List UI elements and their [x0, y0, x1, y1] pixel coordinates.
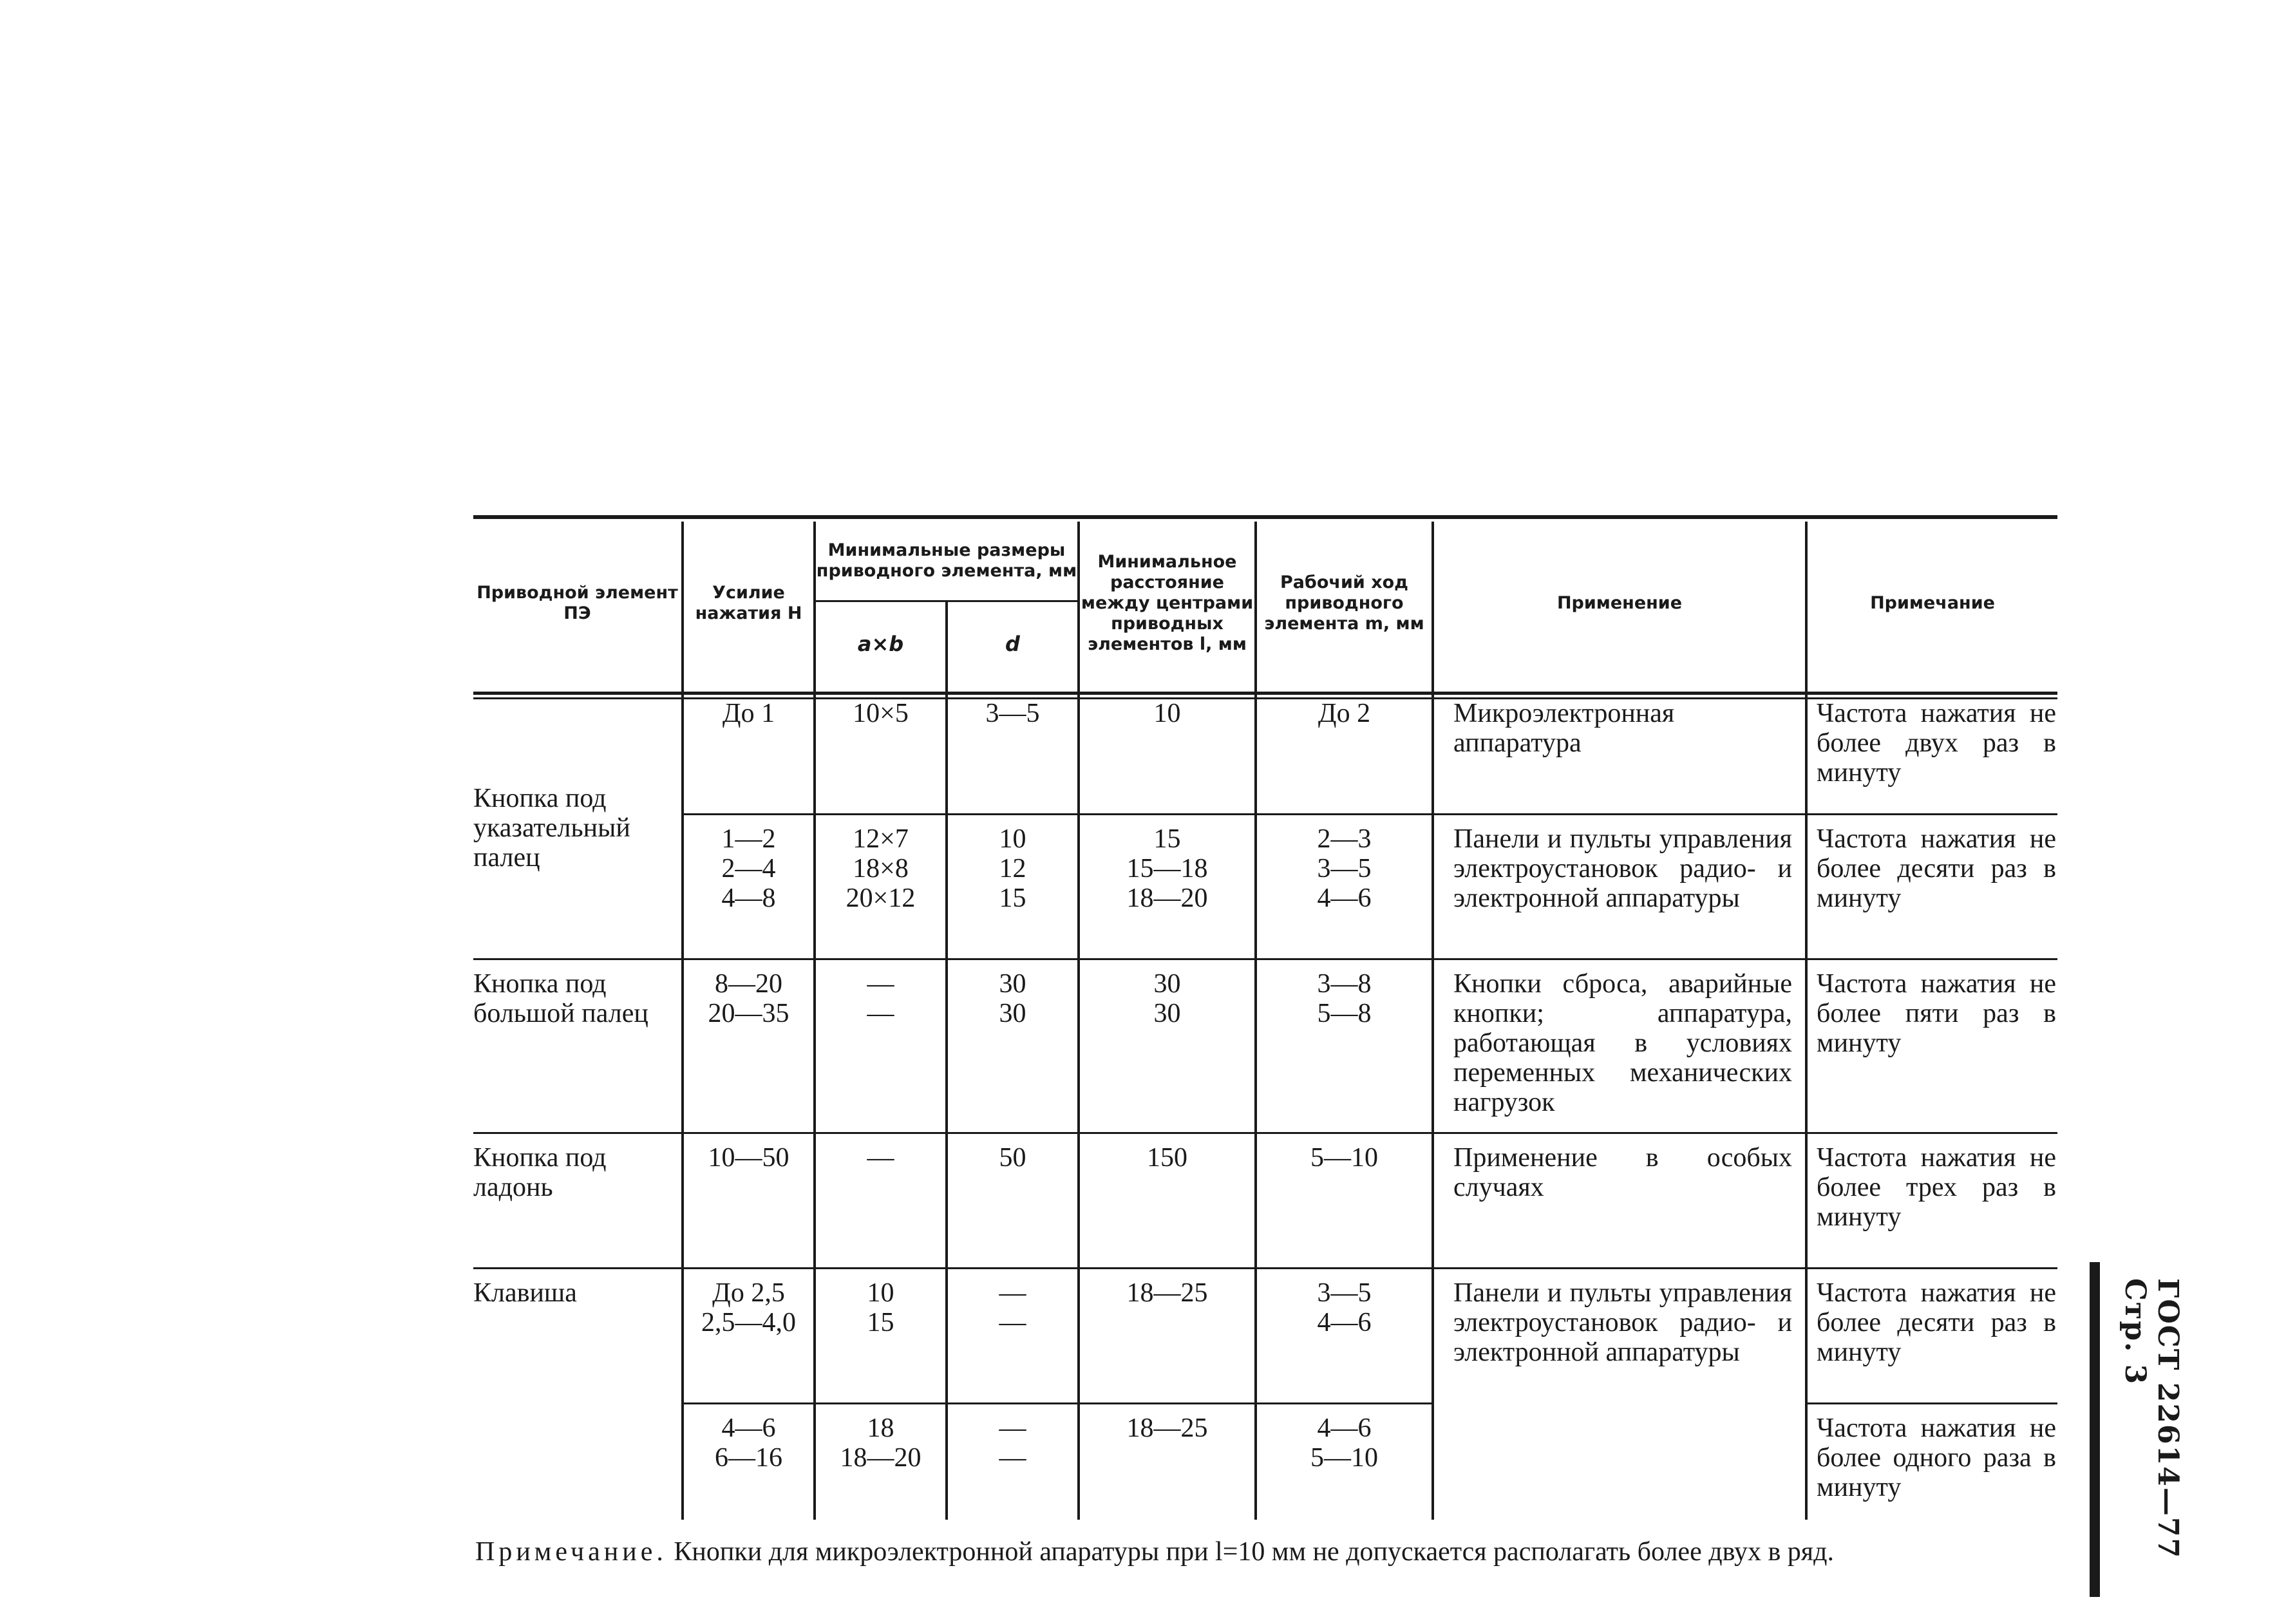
force-cell: 4—6 6—16 — [683, 1404, 815, 1520]
element-cell: Кнопка под указательный палец — [473, 784, 630, 873]
footnote-label: Примечание. — [475, 1537, 667, 1567]
note-cell: Частота нажатия не более двух раз в минуту — [1806, 686, 2057, 815]
standard-label: ГОСТ 22614—77 Стр. 3 — [2119, 1278, 2184, 1560]
axb-cell: 12×7 18×8 20×12 — [815, 815, 947, 959]
spec-table — [473, 522, 2057, 1520]
table-row — [473, 815, 2057, 959]
header-distance: Минимальное расстояние между центрами приводных элементов l, мм — [1079, 522, 1256, 686]
header-force: Усилие нажатия Н — [683, 522, 815, 686]
stroke-cell: 3—8 5—8 — [1256, 959, 1433, 1133]
stroke-cell: 3—5 4—6 — [1256, 1269, 1433, 1404]
d-cell: 3—5 — [947, 686, 1079, 815]
axb-cell: — — [815, 1133, 947, 1269]
d-cell: 50 — [947, 1133, 1079, 1269]
table-row — [473, 1404, 2057, 1520]
header-d: d — [947, 601, 1079, 686]
footnote — [475, 1536, 2034, 1568]
header-min-size: Минимальные размеры приводного элемента, мм — [815, 522, 1079, 601]
table-row — [473, 1269, 2057, 1404]
axb-cell: 10 15 — [815, 1269, 947, 1404]
axb-cell: — — — [815, 959, 947, 1133]
header-stroke: Рабочий ход приводного элемента m, мм — [1256, 522, 1433, 686]
d-cell: 10 12 15 — [947, 815, 1079, 959]
force-cell: До 2,5 2,5—4,0 — [683, 1269, 815, 1404]
note-cell: Частота нажатия не более десяти раз в минуту — [1806, 815, 2057, 959]
distance-cell: 15 15—18 18—20 — [1079, 815, 1256, 959]
header-note: Примечание — [1806, 522, 2057, 686]
stroke-cell: 5—10 — [1256, 1133, 1433, 1269]
force-cell: 10—50 — [683, 1133, 815, 1269]
force-cell: До 1 — [683, 686, 815, 815]
header-element: Приводной элемент ПЭ — [477, 583, 678, 624]
d-cell: 30 30 — [947, 959, 1079, 1133]
table-row — [473, 686, 2057, 815]
footnote-text: Кнопки для микроэлектронной апаратуры при l=10 мм не допускается располагать более двух в ряд. — [674, 1537, 1834, 1567]
distance-cell: 30 30 — [1079, 959, 1256, 1133]
table-row — [473, 959, 2057, 1133]
axb-cell: 10×5 — [815, 686, 947, 815]
header-application: Применение — [1433, 522, 1806, 686]
stroke-cell: До 2 — [1256, 686, 1433, 815]
stroke-cell: 2—3 3—5 4—6 — [1256, 815, 1433, 959]
force-cell: 1—2 2—4 4—8 — [683, 815, 815, 959]
element-cell: Клавиша — [473, 1269, 683, 1520]
header-axb: a×b — [815, 601, 947, 686]
distance-cell: 18—25 — [1079, 1404, 1256, 1520]
force-cell: 8—20 20—35 — [683, 959, 815, 1133]
application-cell: Применение в особых случаях — [1433, 1133, 1806, 1269]
note-cell: Частота нажатия не более десяти раз в минуту — [1806, 1269, 2057, 1404]
note-cell: Частота нажатия не более одного раза в минуту — [1806, 1404, 2057, 1520]
distance-cell: 150 — [1079, 1133, 1256, 1269]
axb-cell: 18 18—20 — [815, 1404, 947, 1520]
application-cell: Микроэлектронная аппаратура — [1433, 686, 1806, 815]
element-cell: Кнопка под ладонь — [473, 1133, 683, 1269]
element-cell: Кнопка под большой палец — [473, 959, 683, 1133]
stroke-cell: 4—6 5—10 — [1256, 1404, 1433, 1520]
distance-cell: 10 — [1079, 686, 1256, 815]
application-cell: Панели и пульты управления электроустановок радио- и электронной аппаратуры — [1433, 1269, 1806, 1520]
table-row — [473, 1133, 2057, 1269]
note-cell: Частота нажатия не более пяти раз в минуту — [1806, 959, 2057, 1133]
d-cell: — — — [947, 1404, 1079, 1520]
application-cell: Кнопки сброса, аварийные кнопки; аппаратура, работающая в условиях переменных механических нагрузок — [1433, 959, 1806, 1133]
side-rule — [2090, 1262, 2100, 1597]
d-cell: — — — [947, 1269, 1079, 1404]
distance-cell: 18—25 — [1079, 1269, 1256, 1404]
table-top-rule — [473, 515, 2057, 519]
note-cell: Частота нажатия не более трех раз в минуту — [1806, 1133, 2057, 1269]
application-cell: Панели и пульты управления электроустановок радио- и электронной аппаратуры — [1433, 815, 1806, 959]
